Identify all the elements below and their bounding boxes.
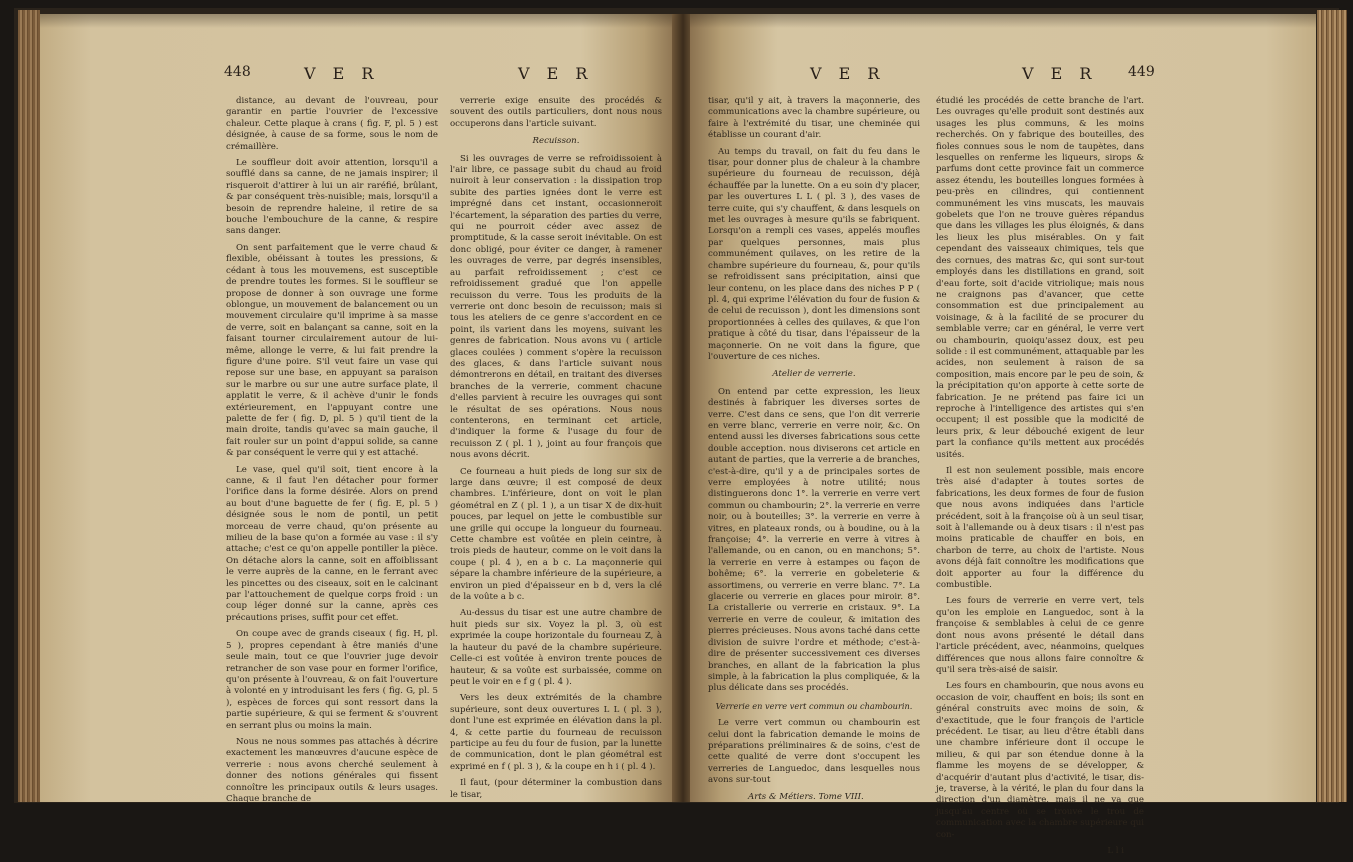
running-head-word: V E R (1022, 64, 1098, 83)
paragraph: On sent parfaitement que le verre chaud & flexible, obéissant à toutes les pressions, & cédant à tous les mouvemens, est susceptible de prendre toutes les formes. Si le souffleur se propose de donner à son ouvrage une forme oblongue, un mouvement de balancement ou un mouvement circulaire qu'il imprime à sa masse de verre, soit en balançant sa canne, soit en la faisant tourner circulairement autour de lui-même, allonge le verre, & lui fait prendre la figure d'une poire. S'il veut faire un vase qui repose sur une base, en appuyant sa paraison sur le marbre ou sur une autre surface plate, il applatit le verre, & il achève d'unir le fonds extérieurement, en l'appuyant contre une palette de fer ( fig. D, pl. 5 ) qu'il tient de la main droite, tandis qu'avec sa main gauche, il fait rouler sur un point d'appui solide, sa canne & par conséquent le verre qui y est attaché. (226, 242, 438, 459)
paragraph: Il faut, (pour déterminer la combustion dans le tisar, (450, 778, 662, 800)
paragraph: verrerie exige ensuite des procédés & souvent des outils particuliers, dont nous nous occuperons dans l'article suivant. (450, 96, 662, 129)
paragraph: Il est non seulement possible, mais encore très aisé d'adapter à toutes sortes de fabrications, les deux formes de four de fusion que nous avons indiquées dans l'article précédent, soit à la françoise où à un seul tisar, soit à l'allemande ou à deux tisars : il n'est pas moins praticable de chauffer en bois, en charbon de terre, au choix de l'artiste. Nous avons déjà fait connoître les modifications que doit apporter au four la différence du combustible. (936, 466, 1144, 591)
paragraph: On coupe avec de grands ciseaux ( fig. H, pl. 5 ), propres cependant à être maniés d'une seule main, tout ce que l'ouvrier juge devoir retrancher de son vase pour en former l'orifice, qu'on présente à l'ouvreau, & on fait l'ouverture à volonté en y introduisant les fers ( fig. G, pl. 5 ), espèces de forces qui sont ressort dans la partie supérieure, & qui se ferment & s'ouvrent en serrant plus ou moins la main. (226, 629, 438, 731)
paragraph: Au temps du travail, on fait du feu dans le tisar, pour donner plus de chaleur à la chambre supérieure du fourneau de recuisson, déjà échauffée par la lunette. On a eu soin d'y placer, par les ouvertures L L ( pl. 3 ), des vases de terre cuite, qui s'y chauffent, & dans lesquels on met les ouvrages à mesure qu'ils se fabriquent. Lorsqu'on a rempli ces vases, appelés moufles par quelques personnes, mais plus communément quilaves, on les retire de la chambre supérieure du fourneau, &, pour qu'ils se refroidissent sans précipitation, ainsi que leur contenu, on les place dans des niches P P ( pl. 4, qui exprime l'élévation du four de fusion & de celui de recuisson ), dont les dimensions sont proportionnées à celles des quilaves, & que l'on pratique à côté du tisar, dans l'épaisseur de la maçonnerie. On ne voit dans la figure, que l'ouverture de ces niches. (708, 146, 920, 362)
right-column-1 (708, 96, 920, 808)
paragraph: Le verre vert commun ou chambourin est celui dont la fabrication demande le moins de préparations préliminaires & de soins, c'est de cette qualité de verre dont s'occupent les verreries de Languedoc, dans lesquelles nous avons sur-tout (708, 718, 920, 786)
signature-mark: L l i (1107, 846, 1124, 856)
running-head-word: V E R (810, 64, 886, 83)
page-edges-right (1317, 10, 1347, 802)
section-heading: Recuisson. (532, 136, 580, 147)
paragraph: étudié les procédés de cette branche de l'art. Les ouvrages qu'elle produit sont destinés aux usages les plus communs, & les moins recherchés. On y fabrique des bouteilles, des fioles connues sous le nom de taupètes, dans lesquelles on renferme les liqueurs, sirops & parfums dont cette province fait un commerce assez étendu, les bouteilles longues formées à peu-près en cilindres, qui contiennent communément les vins muscats, les mauvais gobelets que l'on ne trouve guères répandus que dans les villages les plus éloignés, & dans les lieux les plus misérables. On y fait cependant des vaisseaux chimiques, tels que des cornues, des matras &c, qui sont sur-tout employés dans les distillations en grand, soit d'eau forte, soit d'acide vitriolique; mais nous ne craignons pas d'avancer, que cette consommation est due principalement au voisinage, & à la facilité de se procurer du semblable verre; car en général, le verre vert ou chambourin, quoiqu'assez doux, est peu solide : il est communément, attaquable par les acides, non seulement à raison de sa composition, mais encore par le peu de soin, & la précipitation qu'on apporte à cette sorte de fabrication. Je ne prétend pas faire ici un reproche à l'intelligence des artistes qui s'en occupent; il est possible que la modicité de leurs prix, & leur débouché exigent de leur part la confiance qu'ils mettent aux procédés usités. (936, 96, 1144, 460)
paragraph: Si les ouvrages de verre se refroidissoient à l'air libre, ce passage subit du chaud au froid nuiroit à leur conservation : la dissipation trop subite des parties ignées dont le verre est imprégné dans cet instant, occasionneroit l'écartement, la séparation des parties du verre, qui ne pourroit céder avec assez de promptitude, & la casse seroit inévitable. On est donc obligé, pour éviter ce danger, à ramener les ouvrages de verre, par degrés insensibles, au parfait refroidissement ; c'est ce refroidissement gradué que l'on appelle recuisson du verre. Tous les produits de la verrerie ont donc besoin de recuisson; mais si tous les ateliers de ce genre s'accordent en ce point, ils varient dans les moyens, suivant les genres de fabrication. Nous avons vu ( article glaces coulées ) comment s'opère la recuisson des glaces, & dans l'article suivant nous démontrerons en détail, en traitant des diverses branches de la verrerie, comment chacune d'elles parvient à recuire les ouvrages qui sont le résultat de ses opérations. Nous nous contenterons, en terminant cet article, d'indiquer la forme & l'usage du four de recuisson Z ( pl. 1 ), joint au four françois que nous avons décrit. (450, 153, 662, 461)
right-page (690, 14, 1316, 856)
paragraph: Le vase, quel qu'il soit, tient encore à la canne, & il faut l'en détacher pour former l'orifice dans la forme désirée. Alors on prend au bout d'une baguette de fer ( fig. E, pl. 5 ) désignée sous le nom de pontil, un petit morceau de verre chaud, qu'on présente au milieu de la base qu'on a formée au vase : il s'y attache; c'est ce qu'on appelle pontiller la pièce. On détache alors la canne, soit en affoiblissant le verre auprès de la canne, en le ferrant avec les pincettes ou des ciseaux, soit en le calcinant par l'attouchement de quelque corps froid : un coup léger donné sur la canne, après ces précautions prises, suffit pour cet effet. (226, 464, 438, 623)
paragraph: distance, au devant de l'ouvreau, pour garantir en partie l'ouvrier de l'excessive chaleur. Cette plaque à crans ( fig. F, pl. 5 ) est désignée, à cause de sa forme, sous le nom de crémaillère. (226, 96, 438, 152)
paragraph: Ce fourneau a huit pieds de long sur six de large dans œuvre; il est composé de deux chambres. L'inférieure, dont on voit le plan géométral en Z ( pl. 1 ), a un tisar X de dix-huit pouces, par lequel on jette le combustible sur une grille qui occupe la longueur du fourneau. Cette chambre est voûtée en plein ceintre, à trois pieds de hauteur, comme on le voit dans la coupe ( pl. 4 ), en a b c. La maçonnerie qui sépare la chambre inférieure de la supérieure, a environ un pied d'épaisseur en b d, vers la clé de la voûte a b c. (450, 466, 662, 603)
paragraph: Les fours de verrerie en verre vert, tels qu'on les emploie en Languedoc, sont à la françoise & semblables à celui de ce genre dont nous avons présenté le détail dans l'article précédent, avec, néanmoins, quelques différences que nous allons faire connoître & qu'il sera très-aisé de saisir. (936, 596, 1144, 675)
running-head-word: V E R (304, 64, 380, 83)
left-page (40, 14, 676, 802)
paragraph: Le souffleur doit avoir attention, lorsqu'il a soufflé dans sa canne, de ne jamais inspirer; il risqueroit d'attirer à lui un air raréfié, brûlant, & par conséquent très-nuisible; mais, lorsqu'il a besoin de reprendre haleine, il retire de sa bouche l'embouchure de la canne, & respire sans danger. (226, 158, 438, 237)
right-column-2 (936, 96, 1144, 862)
left-running-head (40, 64, 676, 88)
running-head-word: V E R (518, 64, 594, 83)
paragraph: tisar, qu'il y ait, à travers la maçonnerie, des communications avec la chambre supérieure, ou faire à l'extrémité du tisar, une cheminée qui établisse un courant d'air. (708, 96, 920, 141)
page-number: 448 (224, 64, 251, 80)
left-column-1 (226, 96, 438, 810)
left-column-2 (450, 96, 662, 806)
paragraph: Vers les deux extrémités de la chambre supérieure, sont deux ouvertures L L ( pl. 3 ), dont l'une est exprimée en élévation dans la pl. 4, & cette partie du fourneau de recuisson participe au feu du four de fusion, par la lunette de communication, dont le plan géométral est exprimé en f ( pl. 3 ), & la coupe en h i ( pl. 4 ). (450, 693, 662, 772)
section-heading: Atelier de verrerie. (772, 369, 856, 380)
right-running-head (690, 64, 1316, 88)
paragraph: Nous ne nous sommes pas attachés à décrire exactement les manœuvres d'aucune espèce de verrerie : nous avons cherché seulement à donner des notions générales qui fissent connoître les principaux outils & leurs usages. Chaque branche de (226, 736, 438, 804)
paragraph: Au-dessus du tisar est une autre chambre de huit pieds sur six. Voyez la pl. 3, où est exprimée la coupe horizontale du fourneau Z, à la hauteur du pavé de la chambre supérieure. Celle-ci est voûtée à environ trente pouces de hauteur, & sa voûte est surbaissée, comme on peut le voir en e f g ( pl. 4 ). (450, 608, 662, 687)
volume-footer: Arts & Métiers. Tome VIII. (748, 791, 864, 802)
page-edges-left (18, 10, 40, 802)
paragraph: Les fours en chambourin, que nous avons eu occasion de voir, chauffent en bois; ils sont en général construits avec moins de soin, & d'exactitude, que le four françois de l'article précédent. Le tisar, au lieu d'être établi dans une chambre inférieure dont il occupe le milieu, & qui par son étendue donne à la flamme les moyens de se développer, & d'acquérir d'autant plus d'activité, le tisar, dis-je, traverse, à la vérité, le plan du four dans la direction d'un diamètre, mais il ne va que jusqu'au centre où se trouve le trou de communication avec la chambre supérieure qui con- (936, 681, 1144, 840)
section-heading: Verrerie en verre vert commun ou chambourin. (715, 700, 913, 711)
page-number: 449 (1128, 64, 1155, 80)
paragraph: On entend par cette expression, les lieux destinés à fabriquer les diverses sortes de verre. C'est dans ce sens, que l'on dit verrerie en verre blanc, verrerie en verre noir, &c. On entend aussi les diverses fabrications sous cette double acception. nous diviserons cet article en autant de parties, que la verrerie a de branches, c'est-à-dire, qu'il y a de principales sortes de verre employées à notre utilité; nous distinguerons donc 1°. la verrerie en verre vert commun ou chambourin; 2°. la verrerie en verre noir, ou à bouteilles; 3°. la verrerie en verre à vitres, en plateaux ronds, ou à boudine, ou à la françoise; 4°. la verrerie en verre à vitres à l'allemande, ou en canon, ou en manchons; 5°. la verrerie en verre à estampes ou façon de bohême; 6°. la verrerie en gobeleterie & assortimens, ou verrerie en verre blanc. 7°. La glacerie ou verrerie en glaces pour miroir. 8°. La cristallerie ou verrerie en cristaux. 9°. La verrerie en verre de couleur, & imitation des pierres précieuses. Nous avons taché dans cette division de suivre l'ordre et méthode; c'est-à-dire de présenter successivement ces diverses branches, en allant de la fabrication la plus simple, à la fabrication la plus compliquée, & la plus délicate dans ses procédés. (708, 386, 920, 694)
